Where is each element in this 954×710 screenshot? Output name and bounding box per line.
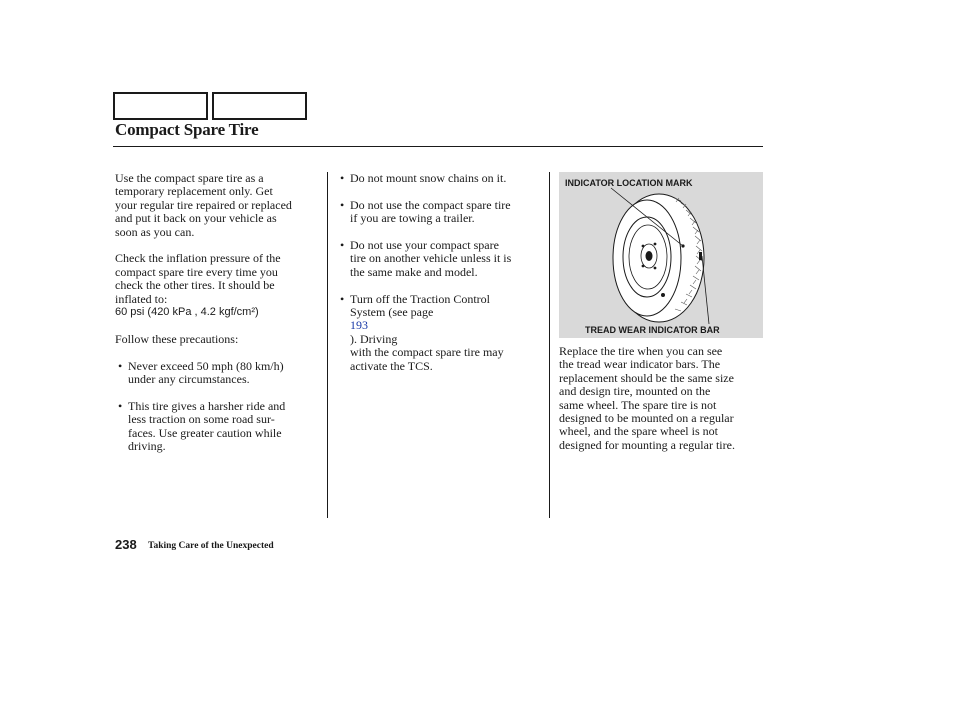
list-item: • Turn off the Traction Control System (see page 193 ). Driving with the compact spare tire may activate the TCS. bbox=[340, 291, 504, 373]
column-3 bbox=[559, 345, 764, 466]
replace-paragraph: Replace the tire when you can see the tread wear indicator bars. The replacement should be the same size and design tire, mounted on the same wheel. The spare tire is not designed to be mounted on a regular wheel, and the spare wheel is not designed for mounting a regular tire. bbox=[559, 344, 735, 452]
bullet: • bbox=[340, 197, 345, 212]
tire-drawing bbox=[559, 172, 763, 338]
column-divider-1 bbox=[327, 172, 328, 518]
column-1 bbox=[115, 172, 321, 467]
list-item: • Never exceed 50 mph (80 km/h) under any circumstances. bbox=[115, 360, 321, 387]
bullet: • bbox=[340, 171, 345, 185]
column-2 bbox=[340, 172, 540, 386]
header-tab-right bbox=[212, 92, 307, 120]
list-item: • Do not use your compact spare tire on another vehicle unless it is the same make and model. bbox=[340, 238, 512, 279]
list-item: • Do not mount snow chains on it. bbox=[340, 171, 507, 185]
page-title: Compact Spare Tire bbox=[115, 120, 259, 139]
tire-illustration bbox=[559, 172, 763, 338]
bullet: • bbox=[118, 358, 123, 373]
column-divider-2 bbox=[549, 172, 550, 518]
list-item: • Do not use the compact spare tire if you are towing a trailer. bbox=[340, 197, 511, 226]
bullet: • bbox=[340, 291, 345, 306]
list-item: • This tire gives a harsher ride and less traction on some road sur- faces. Use greater caution while driving. bbox=[115, 400, 321, 454]
bullet: • bbox=[340, 238, 345, 252]
pressure-value: 60 psi (420 kPa , 4.2 kgf/cm²) bbox=[115, 306, 259, 319]
page-number: 238 bbox=[115, 537, 137, 552]
title-rule bbox=[113, 146, 763, 147]
section-footer: Taking Care of the Unexpected bbox=[148, 541, 274, 551]
bullet: • bbox=[118, 398, 123, 413]
intro-paragraph: Use the compact spare tire as a temporary replacement only. Get your regular tire repaired or replaced and put it back on your vehicle as soon as you can. bbox=[115, 171, 292, 239]
page-link[interactable]: 193 bbox=[350, 318, 368, 333]
precautions-intro: Follow these precautions: bbox=[115, 331, 239, 346]
tread-wear-label: TREAD WEAR INDICATOR BAR bbox=[585, 325, 720, 335]
indicator-location-label: INDICATOR LOCATION MARK bbox=[565, 178, 693, 188]
inflation-paragraph: Check the inflation pressure of the compact spare tire every time you check the other tires. It should be inflated to: bbox=[115, 251, 281, 306]
header-tab-left bbox=[113, 92, 208, 120]
